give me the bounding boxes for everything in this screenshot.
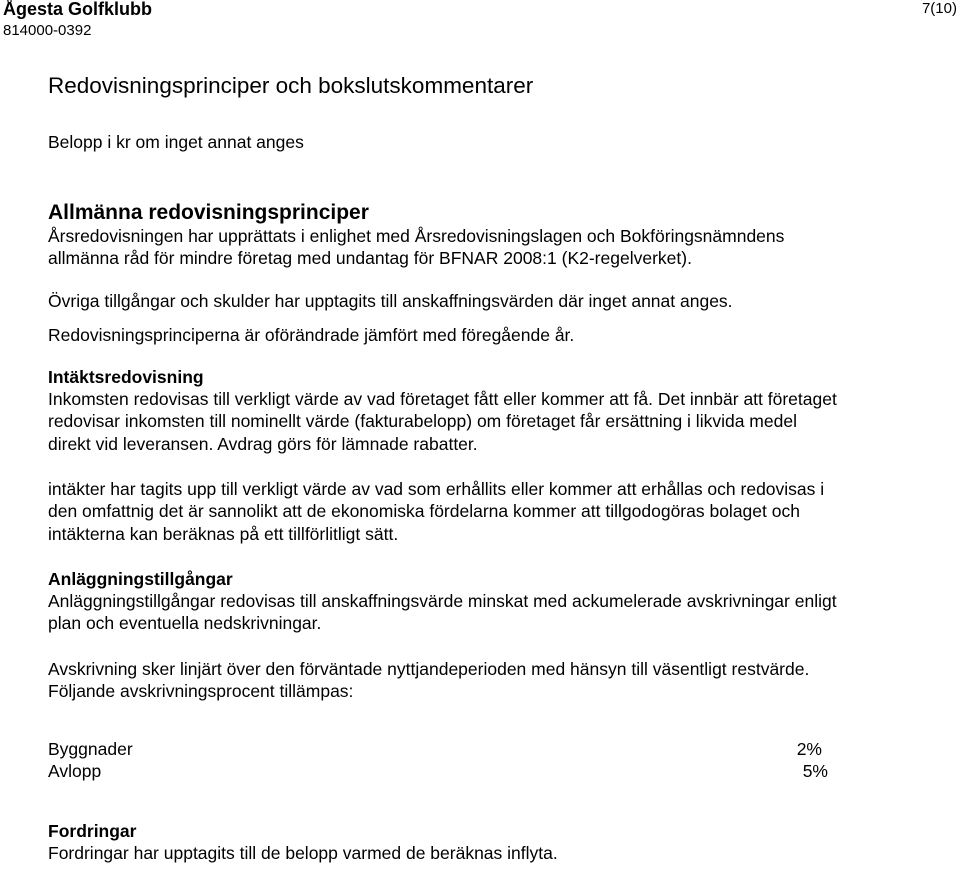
- text-line: Årsredovisningen har upprättats i enlighet med Årsredovisningslagen och Bokföringsnämndens: [48, 226, 785, 246]
- rate-label: Avlopp: [48, 761, 102, 782]
- fixed-assets-heading: Anläggningstillgångar: [48, 568, 233, 589]
- receivables-paragraph: Fordringar har upptagits till de belopp varmed de beräknas inflyta.: [48, 843, 558, 864]
- fixed-assets-paragraph-2: [48, 658, 948, 703]
- text-line: intäkter har tagits upp till verkligt värde av vad som erhållits eller kommer att erhållas och redovisas i: [48, 479, 825, 500]
- depreciation-rates-table: [48, 738, 828, 782]
- text-line: den omfattnig det är sannolikt att de ekonomiska fördelarna kommer att tillgodogöras bolaget och: [48, 501, 800, 522]
- page-subtitle: Belopp i kr om inget annat anges: [48, 132, 304, 152]
- general-paragraph-3: Redovisningsprinciperna är oförändrade jämfört med föregående år.: [48, 324, 575, 345]
- org-number: 814000-0392: [3, 22, 92, 39]
- text-line: Anläggningstillgångar redovisas till anskaffningsvärde minskat med ackumelerade avskrivningar enligt: [48, 590, 837, 611]
- text-line: Följande avskrivningsprocent tillämpas:: [48, 680, 354, 701]
- page-number: 7(10): [921, 0, 957, 17]
- text-line: redovisar inkomsten till nominellt värde (fakturabelopp) om företaget får ersättning i likvida medel: [48, 411, 797, 432]
- general-paragraph-1: [48, 225, 948, 270]
- text-line: Inkomsten redovisas till verkligt värde av vad företaget fått eller kommer att få. Det innbär att företaget: [48, 389, 837, 410]
- general-paragraph-2: Övriga tillgångar och skulder har upptagits till anskaffningsvärden där inget annat anges.: [48, 290, 733, 311]
- rate-row: [48, 760, 828, 782]
- text-line: plan och eventuella nedskrivningar.: [48, 613, 322, 634]
- rate-label: Byggnader: [48, 739, 133, 760]
- rate-value: 2%: [796, 739, 822, 760]
- rate-row: [48, 738, 828, 760]
- text-line: intäkterna kan beräknas på ett tillförlitligt sätt.: [48, 523, 399, 544]
- rate-value: 5%: [802, 761, 828, 782]
- text-line: Avskrivning sker linjärt över den förväntade nyttjandeperioden med hänsyn till väsentligt restvärde.: [48, 658, 810, 679]
- revenue-paragraph-1: [48, 388, 948, 455]
- document-body: [48, 72, 948, 864]
- page-title: Redovisningsprinciper och bokslutskommentarer: [48, 73, 534, 98]
- text-line: direkt vid leveransen. Avdrag görs för lämnade rabatter.: [48, 433, 478, 454]
- org-name: Ågesta Golfklubb: [3, 0, 153, 19]
- receivables-heading: Fordringar: [48, 821, 137, 842]
- revenue-paragraph-2: [48, 478, 948, 545]
- general-principles-heading: Allmänna redovisningsprinciper: [48, 201, 369, 224]
- fixed-assets-paragraph-1: [48, 590, 948, 635]
- text-line: allmänna råd för mindre företag med undantag för BFNAR 2008:1 (K2-regelverket).: [48, 248, 692, 269]
- revenue-heading: Intäktsredovisning: [48, 367, 204, 388]
